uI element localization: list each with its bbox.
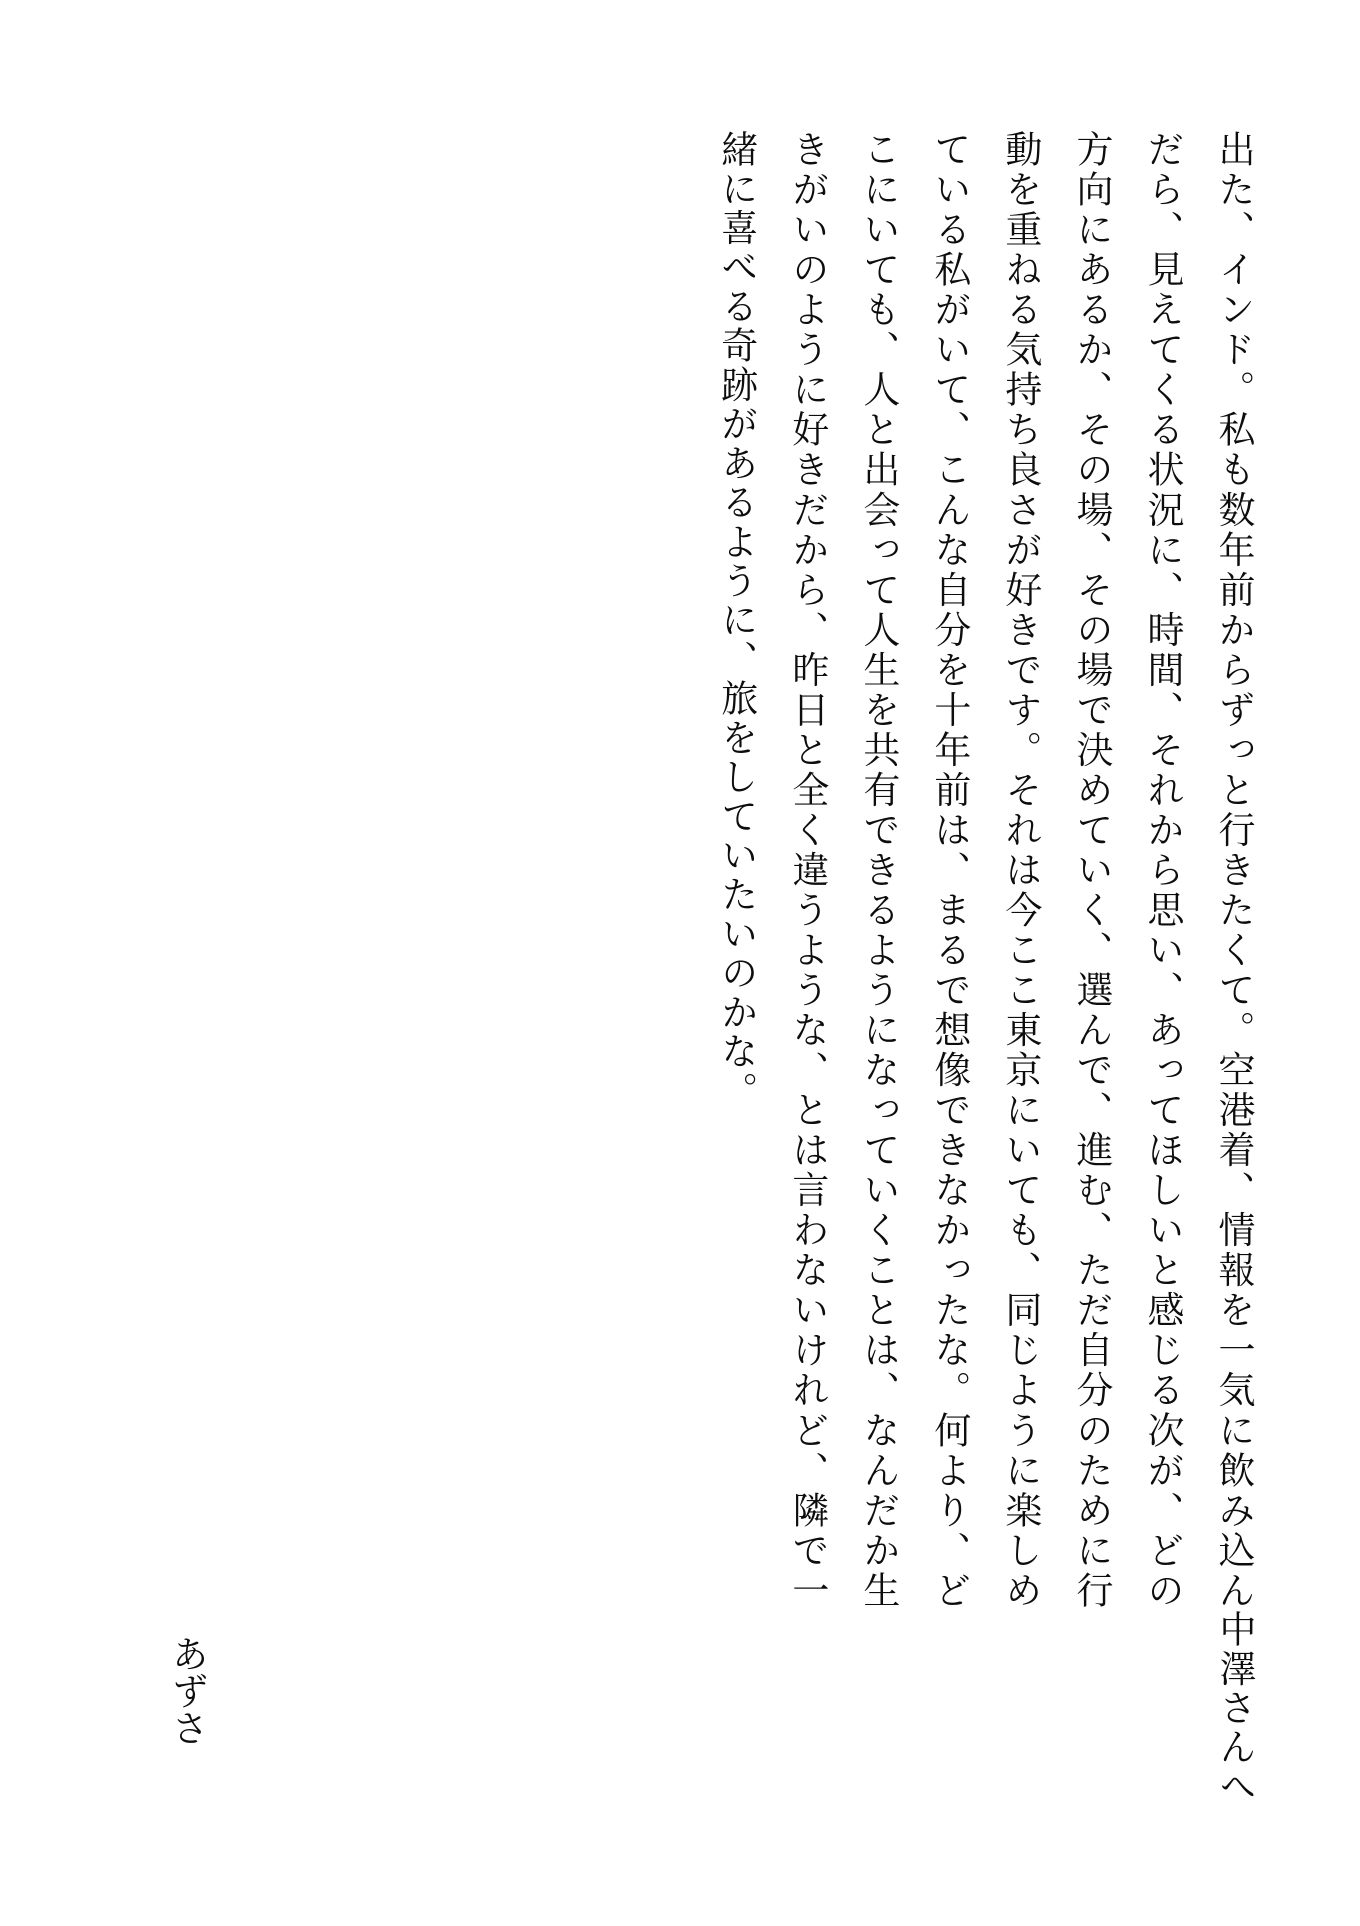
letter-body: 出た、インド。私も数年前からずっと行きたくて。空港着、情報を一気に飲み込んだら、見えてくる状況に、時間、それから思い、あってほしいと感じる次が、どの方向にあるか、その場、その場で決めていく、選んで、進む、ただ自分のために行動を重ねる気持ち良さが好きです。それは今ここ東京にいても、同じように楽しめている私がいて、こんな自分を十年前は、まるで想像できなかったな。何より、どこにいても、人と出会って人生を共有できるようになっていくことは、なんだか生きがいのように好きだから、昨日と全く違うような、とは言わないけれど、隣で一緒に喜べる奇跡があるように、旅をしていたいのかな。: [714, 129, 1253, 1610]
letter-content: [150, 118, 1268, 1806]
letter-salutation: 中澤さんへ: [1213, 1609, 1254, 1806]
letter-signature: あずさ: [165, 1635, 207, 1746]
